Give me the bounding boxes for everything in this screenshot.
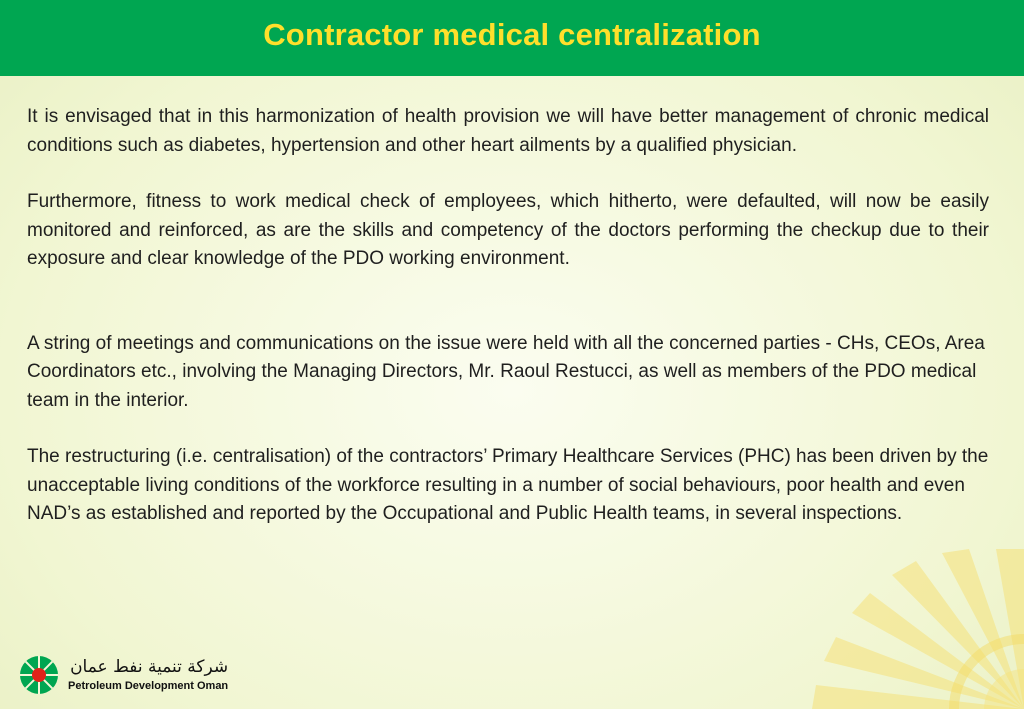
pdo-logo xyxy=(18,654,228,696)
paragraph-meetings: A string of meetings and communications on the issue were held with all the concerned parties - CHs, CEOs, Area Coordinators etc., involving the Managing Directors, Mr. Raoul Restucci, as well as members of the PDO medical team in the interior. xyxy=(27,332,985,411)
logo-text xyxy=(68,657,228,693)
paragraph-fitness-to-work: Furthermore, fitness to work medical check of employees, which hitherto, were defaulted, will now be easily monitored and reinforced, as are the skills and competency of the doctors performing the checkup due to their exposure and clear knowledge of the PDO working environment. xyxy=(27,191,989,269)
title-bar xyxy=(0,0,1024,76)
sunburst-decoration xyxy=(764,549,1024,709)
logo-arabic-name: شركة تنمية نفط عمان xyxy=(70,657,229,677)
paragraph-chronic-conditions: It is envisaged that in this harmonization of health provision we will have better management of chronic medical conditions such as diabetes, hypertension and other heart ailments by a qualified physician. xyxy=(27,106,989,156)
logo-english-name: Petroleum Development Oman xyxy=(68,680,229,692)
pdo-logo-icon xyxy=(18,654,60,696)
paragraph-restructuring: The restructuring (i.e. centralisation) of the contractors’ Primary Healthcare Services (PHC) has been driven by the unacceptable living conditions of the workforce resulting in a number of social behaviours, poor health and even NAD’s as established and reported by the Occupational and Public Health teams, in several inspections. xyxy=(27,446,989,524)
slide-title: Contractor medical centralization xyxy=(263,17,761,52)
slide-body xyxy=(27,103,989,529)
